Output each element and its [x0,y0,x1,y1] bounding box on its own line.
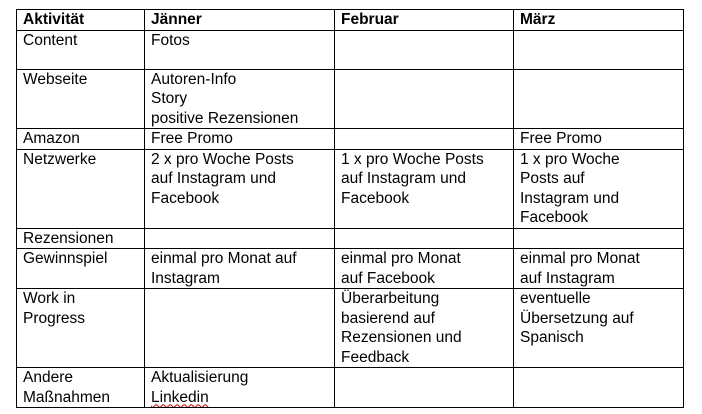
activity-cell [17,149,145,228]
march-cell [514,30,684,69]
january-cell [145,368,335,408]
activity-plan-table [16,9,684,408]
activity-cell [17,129,145,150]
february-cell [335,30,514,69]
cell-text: Gewinnspiel [23,250,108,267]
cell-text: einmal pro Monat auf Instagram [151,250,297,287]
january-cell [145,289,335,368]
february-cell [335,69,514,129]
january-cell [145,249,335,289]
activity-cell [17,228,145,249]
activity-cell [17,30,145,69]
march-cell [514,69,684,129]
january-cell [145,69,335,129]
cell-text: Überarbeitung basierend auf Rezensionen und Feedback [341,290,462,366]
table-row [17,249,684,289]
march-cell [514,228,684,249]
table-row [17,149,684,228]
february-cell [335,289,514,368]
cell-text: Work in Progress [23,290,86,327]
table-row [17,368,684,408]
header-february: Februar [335,10,514,31]
january-cell [145,228,335,249]
cell-text: 2 x pro Woche Posts auf Instagram und Facebook [151,150,294,207]
cell-text: einmal pro Monat auf Facebook [341,250,461,287]
table-row [17,30,684,69]
cell-text: Aktualisierung [151,369,249,386]
cell-text: Autoren-Info Story positive Rezensionen [151,70,299,127]
header-march: März [514,10,684,31]
header-activity: Aktivität [17,10,145,31]
cell-text: einmal pro Monat auf Instagram [520,250,640,287]
march-cell [514,149,684,228]
february-cell [335,368,514,408]
header-january: Jänner [145,10,335,31]
january-cell [145,30,335,69]
cell-text: 1 x pro Woche Posts auf Instagram und Facebook [341,150,484,207]
february-cell [335,228,514,249]
table-row [17,69,684,129]
cell-text: Free Promo [520,130,602,147]
cell-text: 1 x pro Woche Posts auf Instagram und Facebook [520,150,620,226]
activity-cell [17,69,145,129]
cell-text: Free Promo [151,130,233,147]
march-cell [514,289,684,368]
march-cell [514,249,684,289]
activity-cell [17,249,145,289]
cell-text: Webseite [23,70,88,88]
table-header-row [17,10,684,31]
table-row [17,289,684,368]
january-cell [145,129,335,150]
activity-cell [17,289,145,368]
cell-text: eventuelle Übersetzung auf Spanisch [520,290,634,346]
cell-text: Content [23,31,78,49]
cell-text: Andere Maßnahmen [23,369,111,406]
cell-text: Fotos [151,31,190,49]
activity-cell [17,368,145,408]
cell-text: Netzwerke [23,150,97,168]
january-cell [145,149,335,228]
february-cell [335,129,514,150]
spellcheck-underlined-text: Linkedin [151,388,209,406]
february-cell [335,249,514,289]
march-cell [514,368,684,408]
cell-text: Rezensionen [23,229,114,247]
cell-text: Amazon [23,130,80,147]
table-row [17,129,684,150]
march-cell [514,129,684,150]
table-row [17,228,684,249]
february-cell [335,149,514,228]
